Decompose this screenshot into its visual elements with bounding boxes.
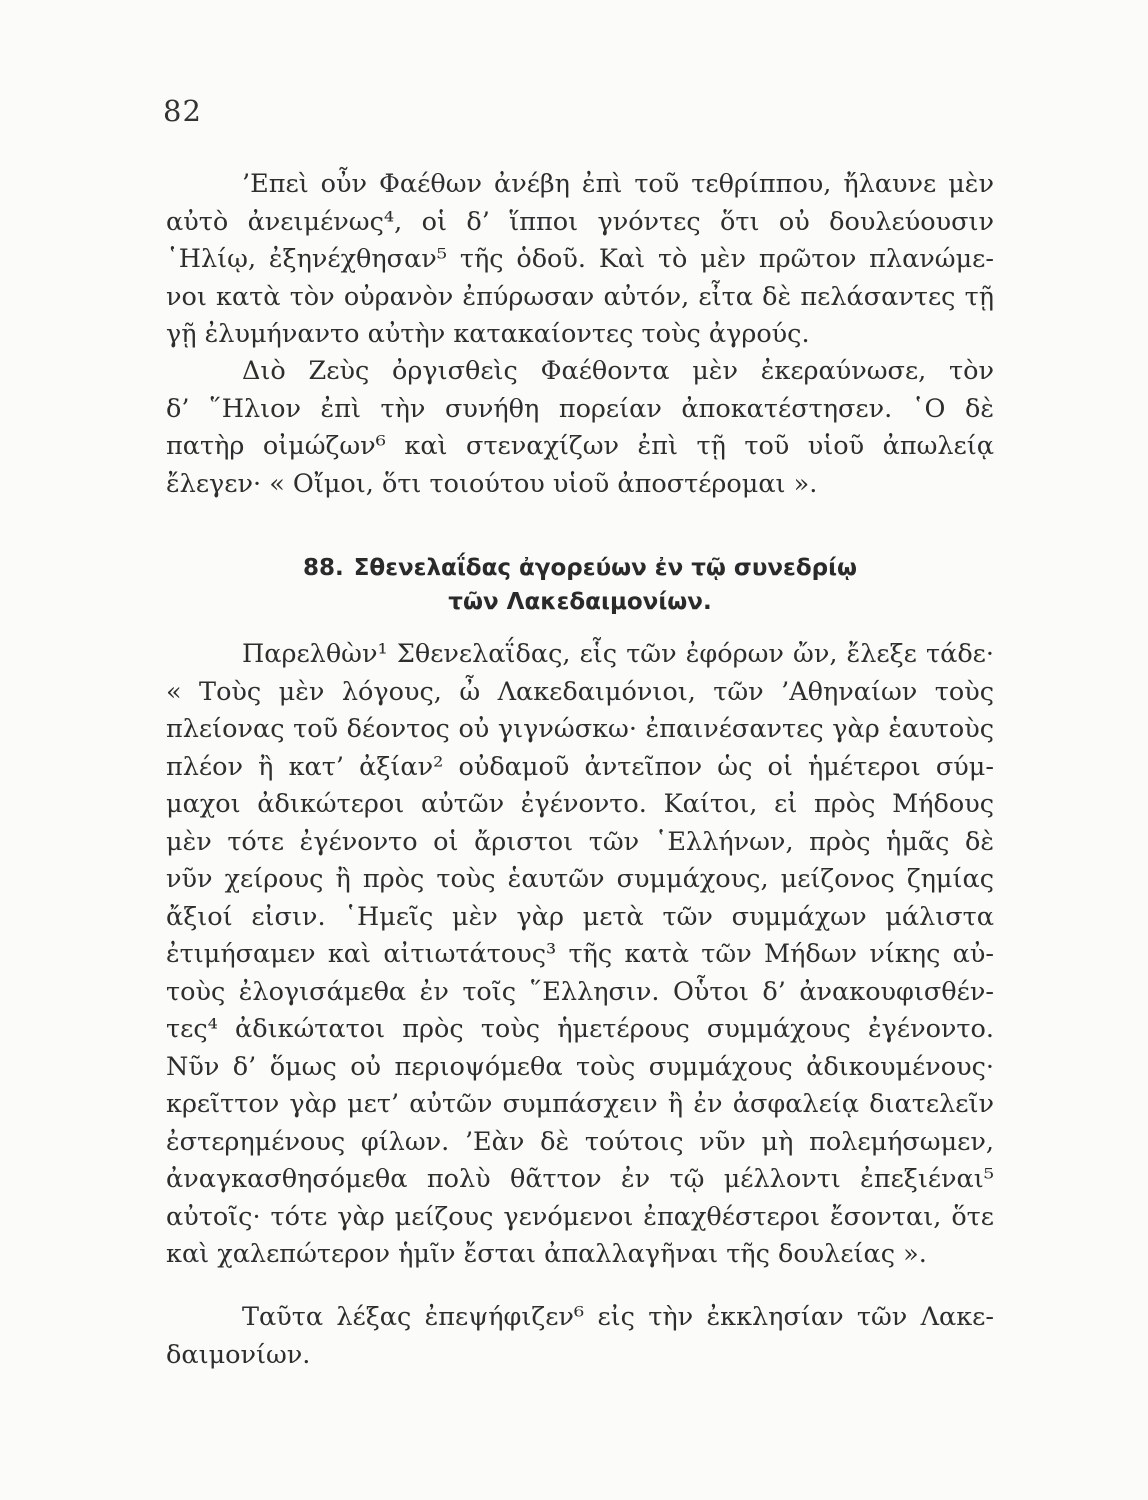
page-number: 82 bbox=[163, 94, 202, 128]
text-line: νῦν χείρους ἢ πρὸς τοὺς ἑαυτῶν συμμάχους, μείζονος ζημίας bbox=[166, 864, 994, 894]
heading-line-2: τῶν Λακεδαιμονίων. bbox=[448, 589, 712, 615]
text-line: ἐστερημένους φίλων. ’Εὰν δὲ τούτοις νῦν μὴ πολεμήσωμεν, bbox=[166, 1126, 994, 1157]
paragraph-phaethon-ride bbox=[166, 166, 994, 354]
text-line: ἀναγκασθησόμεθα πολὺ θᾶττον ἐν τῷ μέλλοντι ἐπεξιέναι⁵ bbox=[166, 1164, 994, 1194]
text-line: ἄξιοί εἰσιν. ῾Ημεῖς μὲν γὰρ μετὰ τῶν συμμάχων μάλιστα bbox=[166, 901, 994, 932]
paragraph-vote bbox=[166, 1299, 994, 1374]
text-line: ἔλεγεν· « Οἴμοι, ὅτι τοιούτου υἱοῦ ἀποστέρομαι ». bbox=[166, 468, 818, 499]
heading-line-1 bbox=[166, 551, 994, 585]
text-line: Ταῦτα λέξας ἐπεψήφιζεν⁶ εἰς τὴν ἐκκλησίαν τῶν Λακε- bbox=[242, 1302, 994, 1332]
text-line: αὐτὸ ἀνειμένως⁴, οἱ δ’ ἵπποι γνόντες ὅτι οὐ δουλεύουσιν bbox=[166, 206, 994, 237]
text-line: κρεῖττον γὰρ μετ’ αὐτῶν συμπάσχειν ἢ ἐν ἀσφαλείᾳ διατελεῖν bbox=[166, 1089, 994, 1119]
text-line: αὐτοῖς· τότε γὰρ μείζους γενόμενοι ἐπαχθέστεροι ἔσονται, ὅτε bbox=[166, 1201, 994, 1232]
paragraph-sthenelaidas-speech bbox=[166, 636, 994, 1274]
section-heading bbox=[166, 551, 994, 619]
text-line: δαιμονίων. bbox=[166, 1339, 311, 1370]
text-line: ἐτιμήσαμεν καὶ αἰτιωτάτους³ τῆς κατὰ τῶν Μήδων νίκης αὐ- bbox=[166, 939, 994, 969]
text-line: καὶ χαλεπώτερον ἡμῖν ἔσται ἀπαλλαγῆναι τῆς δουλείας ». bbox=[166, 1239, 927, 1269]
text-line: πατὴρ οἰμώζων⁶ καὶ στεναχίζων ἐπὶ τῇ τοῦ υἱοῦ ἀπωλείᾳ bbox=[166, 431, 994, 461]
text-line: πλείονας τοῦ δέοντος οὐ γιγνώσκω· ἐπαινέσαντες γὰρ ἑαυτοὺς bbox=[166, 714, 994, 744]
text-line: ’Επεὶ οὖν Φαέθων ἀνέβη ἐπὶ τοῦ τεθρίππου, ἤλαυνε μὲν bbox=[242, 169, 994, 199]
text-line: Νῦν δ’ ὅμως οὐ περιοψόμεθα τοὺς συμμάχους ἀδικουμένους· bbox=[166, 1051, 994, 1082]
text-line: τοὺς ἐλογισάμεθα ἐν τοῖς ῞Ελλησιν. Οὗτοι δ’ ἀνακουφισθέν- bbox=[166, 976, 994, 1007]
section-number: 88. bbox=[302, 555, 344, 581]
text-line: μὲν τότε ἐγένοντο οἱ ἄριστοι τῶν ῾Ελλήνων, πρὸς ἡμᾶς δὲ bbox=[166, 826, 994, 857]
paragraph-zeus-thunderbolt bbox=[166, 353, 994, 503]
text-line: Διὸ Ζεὺς ὀργισθεὶς Φαέθοντα μὲν ἐκεραύνωσε, τὸν bbox=[242, 356, 994, 386]
text-line: « Τοὺς μὲν λόγους, ὦ Λακεδαιμόνιοι, τῶν ’Αθηναίων τοὺς bbox=[166, 676, 994, 707]
text-line: Παρελθὼν¹ Σθενελαΐδας, εἷς τῶν ἐφόρων ὤν, ἔλεξε τάδε· bbox=[242, 639, 994, 669]
text-line: νοι κατὰ τὸν οὐρανὸν ἐπύρωσαν αὐτόν, εἶτα δὲ πελάσαντες τῇ bbox=[166, 281, 994, 312]
text-line: μαχοι ἀδικώτεροι αὐτῶν ἐγένοντο. Καίτοι, εἰ πρὸς Μήδους bbox=[166, 789, 994, 819]
heading-title: Σθενελαΐδας ἀγορεύων ἐν τῷ συνεδρίῳ bbox=[353, 555, 858, 581]
text-line: ῾Ηλίῳ, ἐξηνέχθησαν⁵ τῆς ὁδοῦ. Καὶ τὸ μὲν πρῶτον πλανώμε- bbox=[166, 244, 994, 274]
text-line: τες⁴ ἀδικώτατοι πρὸς τοὺς ἡμετέρους συμμάχους ἐγένοντο. bbox=[166, 1014, 994, 1044]
text-line: δ’ ῞Ηλιον ἐπὶ τὴν συνήθη πορείαν ἀποκατέστησεν. ῾Ο δὲ bbox=[166, 393, 994, 424]
text-line: πλέον ἢ κατ’ ἀξίαν² οὐδαμοῦ ἀντεῖπον ὡς οἱ ἡμέτεροι σύμ- bbox=[166, 751, 994, 782]
text-line: γῇ ἐλυμήναντο αὐτὴν κατακαίοντες τοὺς ἀγρούς. bbox=[166, 319, 810, 349]
